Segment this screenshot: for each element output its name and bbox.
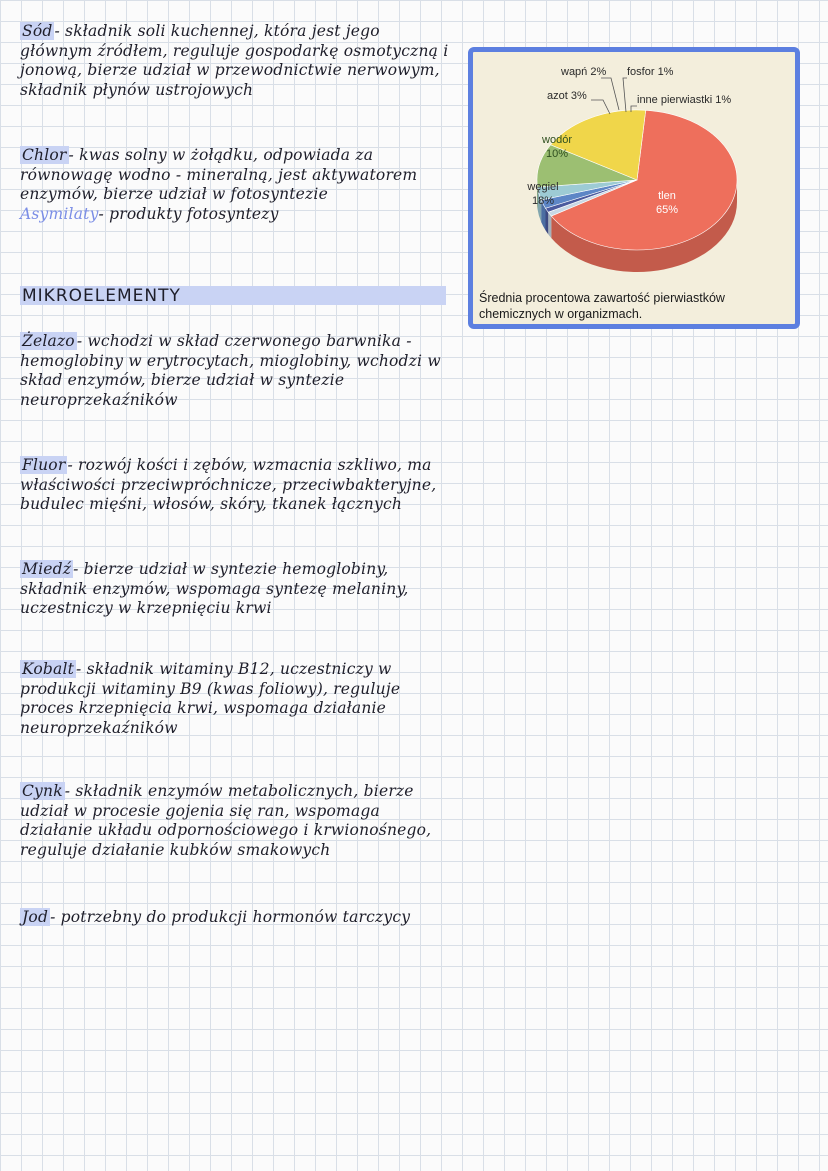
note-miedz-text: - bierze udział w syntezie hemoglobiny, składnik enzymów, wspomaga syntezę melaniny, uczestniczy w krzepnięciu krwi xyxy=(20,560,409,618)
note-fluor-text: - rozwój kości i zębów, wzmacnia szkliwo, ma właściwości przeciwpróchnicze, przeciwbakteryjne, budulec mięśni, włosów, skóry, tkanek łącznych xyxy=(20,456,437,514)
note-zelazo-text: - wchodzi w skład czerwonego barwnika - hemoglobiny w erytrocytach, mioglobiny, wchodzi w skład enzymów, bierze udział w syntezie neuroprzekaźników xyxy=(20,332,441,409)
term-jod: Jod xyxy=(22,908,49,926)
value-wodor: 10% xyxy=(545,148,569,160)
section-heading: MIKROELEMENTY xyxy=(22,286,181,306)
note-cynk-text: - składnik enzymów metabolicznych, bierze udział w procesie gojenia się ran, wspomaga działanie układu odpornościowego i krwionośnego, reguluje działanie kubków smakowych xyxy=(20,782,432,859)
label-inne: inne pierwiastki 1% xyxy=(637,94,732,106)
term-cynk: Cynk xyxy=(22,782,63,800)
note-kobalt-text: - składnik witaminy B12, uczestniczy w produkcji witaminy B9 (kwas foliowy), reguluje proces krzepnięcia krwi, wspomaga działanie neuroprzekaźników xyxy=(20,660,401,737)
note-asymilaty-text: - produkty fotosyntezy xyxy=(98,204,279,223)
label-wodor: wodór xyxy=(542,134,572,146)
note-jod-text: - potrzebny do produkcji hormonów tarczycy xyxy=(50,908,411,926)
figure-caption: Średnia procentowa zawartość pierwiastków chemicznych w organizmach. xyxy=(479,291,725,321)
leader-line-wapn xyxy=(601,78,619,110)
note-jod xyxy=(20,908,450,928)
pie-chart-figure xyxy=(468,47,800,329)
value-tlen: 65% xyxy=(655,204,679,216)
label-azot: azot 3% xyxy=(547,90,587,102)
term-asymilaty: Asymilaty xyxy=(20,204,99,223)
term-kobalt: Kobalt xyxy=(22,660,75,678)
label-wegiel: węgiel xyxy=(527,181,559,193)
pie-slices xyxy=(537,110,737,250)
value-wegiel: 18% xyxy=(531,195,555,207)
term-fluor: Fluor xyxy=(22,456,66,474)
label-tlen: tlen xyxy=(658,190,676,202)
note-sod-text: - składnik soli kuchennej, która jest jego głównym źródłem, reguluje gospodarkę osmotyczną i jonową, bierze udział w przewodnictwie nerwowym, składnik płynów ustrojowych xyxy=(20,22,449,99)
label-wapn: wapń 2% xyxy=(561,66,607,78)
term-chlor: Chlor xyxy=(22,146,67,164)
pie-chart xyxy=(473,52,795,324)
note-cynk xyxy=(20,782,450,860)
slice-side-inne xyxy=(548,212,551,238)
leader-line-fosfor xyxy=(623,78,627,112)
term-sod: Sód xyxy=(22,22,53,40)
term-zelazo: Żelazo xyxy=(22,332,75,350)
note-miedz xyxy=(20,560,450,619)
note-chlor-text: - kwas solny w żołądku, odpowiada za równowagę wodno - mineralną, jest aktywatorem enzymów, bierze udział w fotosyntezie xyxy=(20,146,418,204)
note-fluor xyxy=(20,456,450,515)
term-miedz: Miedź xyxy=(22,560,72,578)
note-zelazo xyxy=(20,332,450,410)
leader-line-azot xyxy=(591,100,610,114)
note-sod xyxy=(20,22,450,100)
note-kobalt xyxy=(20,660,450,738)
note-chlor xyxy=(20,146,450,224)
pie-leader-lines xyxy=(591,78,637,114)
label-fosfor: fosfor 1% xyxy=(627,66,674,78)
